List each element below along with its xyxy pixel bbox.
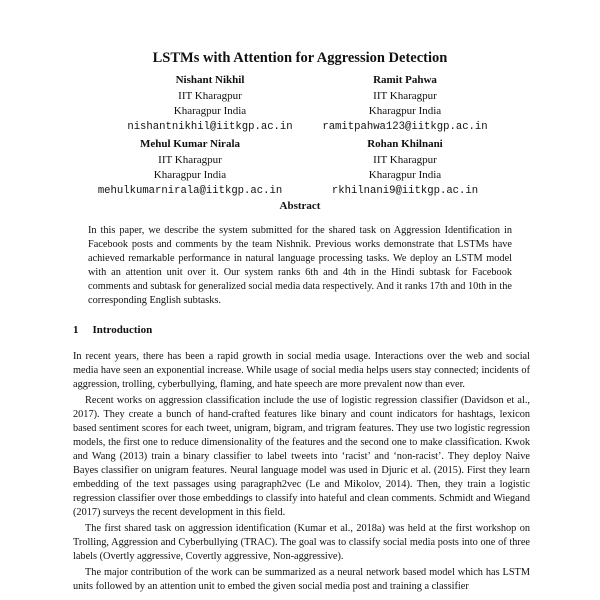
author-location: Kharagpur India xyxy=(173,105,247,117)
author-email: rkhilnani9@iitkgp.ac.in xyxy=(331,184,479,197)
author-name: Mehul Kumar Nirala xyxy=(139,138,240,150)
author-location: Kharagpur India xyxy=(368,169,442,181)
author-affiliation: IIT Kharagpur xyxy=(373,89,437,102)
paragraph: The first shared task on aggression identification (Kumar et al., 2018a) was held at the first workshop on Trolling, Aggression and Cyberbullying (TRAC). The goal was to classify social media posts into one of three labels (Overtly aggressive, Covertly aggressive, Non-aggressive). xyxy=(73,523,530,562)
author-affiliation: IIT Kharagpur xyxy=(178,89,242,102)
author-email: mehulkumarnirala@iitkgp.ac.in xyxy=(97,184,283,197)
author-name: Rohan Khilnani xyxy=(367,138,443,150)
author-email: nishantnikhil@iitkgp.ac.in xyxy=(127,120,293,133)
section-number: 1 xyxy=(73,324,79,336)
abstract-text: In this paper, we describe the system submitted for the shared task on Aggression Identification in Facebook posts and comments by the team Nishnik. Previous works demonstrate that LSTMs have achieved remarkable performance in natural language processing tasks. We deploy an LSTM model with an attention unit over it. Our system ranks 6th and 4th in the Hindi subtask for Facebook comments and subtask for generalized social media data respectively. And it ranks 17th and 10th in the corresponding English subtasks. xyxy=(88,225,512,306)
author-3 xyxy=(60,137,320,199)
author-affiliation: IIT Kharagpur xyxy=(373,153,437,166)
paragraph: In recent years, there has been a rapid growth in social media usage. Interactions over the web and social media have seen an exponential increase. While usage of social media helps users stay connected; incidents of aggression, trolling, cyberbullying, flaming, and hate speech are more prevalent now than ever. xyxy=(73,351,530,390)
author-4 xyxy=(285,137,525,199)
section-heading xyxy=(73,324,152,336)
author-location: Kharagpur India xyxy=(153,169,227,181)
abstract-heading: Abstract xyxy=(279,200,321,212)
paper-title: LSTMs with Attention for Aggression Detection xyxy=(152,50,448,66)
paragraph: The major contribution of the work can be summarized as a neural network based model which has LSTM units followed by an attention unit to embed the given social media post and training a classifier xyxy=(73,567,530,592)
author-email: ramitpahwa123@iitkgp.ac.in xyxy=(322,120,488,133)
author-name: Ramit Pahwa xyxy=(373,74,437,86)
section-title: Introduction xyxy=(92,324,153,336)
author-name: Nishant Nikhil xyxy=(175,74,245,86)
author-2 xyxy=(290,73,520,135)
paragraph: Recent works on aggression classification include the use of logistic regression classifier (Davidson et al., 2017). They create a bunch of hand-crafted features like binary and count indicators for hashtags, lexicon based sentiment scores for each tweet, unigram, bigram, and trigram features. They use two logistic regression models, the first one to reduce dimensionality of the features and the second one to make classification. Kwok and Wang (2013) train a binary classifier to label tweets into ‘racist’ and ‘non-racist’. They deploy Naive Bayes classifier on unigram features. Neural language model was used in Djuric et al. (2015). First they learn embedding of the text passages using paragraph2vec (Le and Mikolov, 2014). Then, they train a logistic regression classifier over those embeddings to classify into hateful and clean comments. Schmidt and Wiegand (2017) surveys the recent development in this field. xyxy=(73,395,530,518)
author-affiliation: IIT Kharagpur xyxy=(158,153,222,166)
author-location: Kharagpur India xyxy=(368,105,442,117)
introduction-body xyxy=(73,350,530,596)
